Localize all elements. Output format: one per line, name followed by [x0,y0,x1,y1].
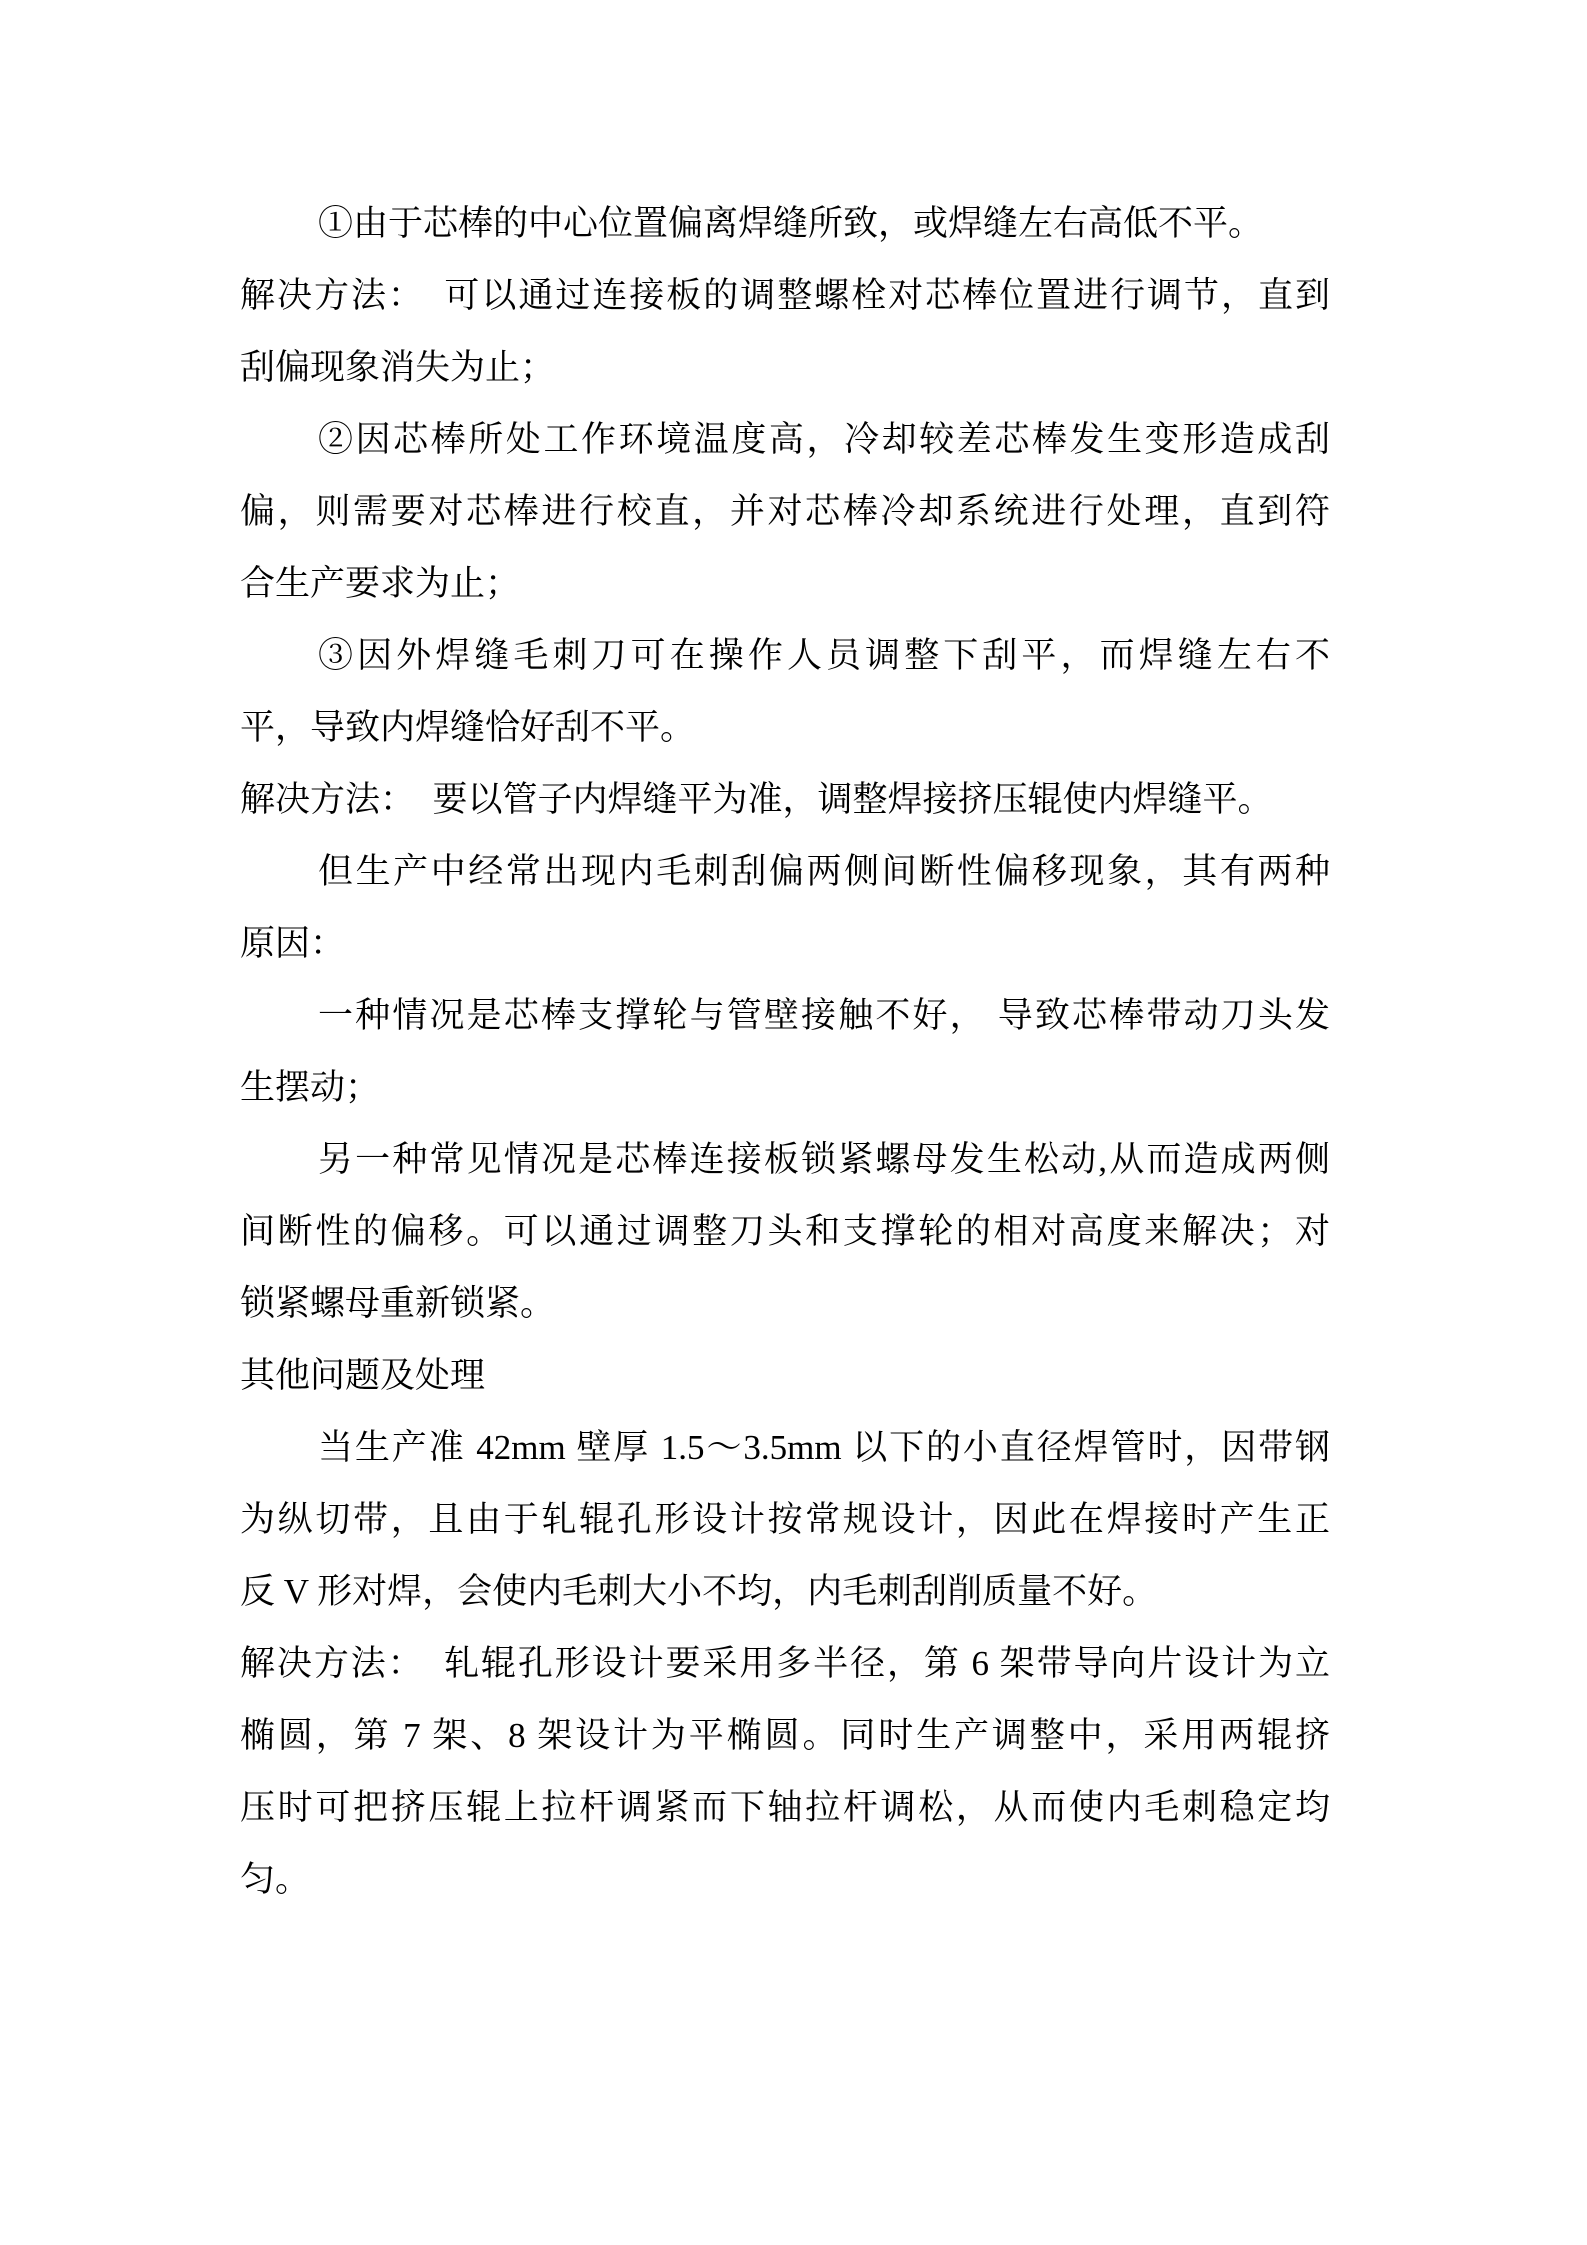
text-line: 间断性的偏移。可以通过调整刀头和支撑轮的相对高度来解决；对 [240,1212,1330,1251]
text-line: 锁紧螺母重新锁紧。 [240,1284,556,1323]
text-line: 另一种常见情况是芯棒连接板锁紧螺母发生松动,从而造成两侧 [318,1140,1330,1179]
text-line: 但生产中经常出现内毛刺刮偏两侧间断性偏移现象，其有两种 [318,852,1330,891]
text-line: 当生产准 42mm 壁厚 1.5～3.5mm 以下的小直径焊管时，因带钢 [318,1428,1330,1467]
text-line: 解决方法： 要以管子内焊缝平为准，调整焊接挤压辊使内焊缝平。 [240,780,1273,819]
text-line: 合生产要求为止； [240,564,521,603]
text-line: 偏，则需要对芯棒进行校直，并对芯棒冷却系统进行处理，直到符 [240,492,1330,531]
text-line: 一种情况是芯棒支撑轮与管壁接触不好， 导致芯棒带动刀头发 [318,996,1330,1035]
text-line: 刮偏现象消失为止； [240,348,556,387]
text-line: 其他问题及处理 [240,1356,486,1395]
text-line: ②因芯棒所处工作环境温度高，冷却较差芯棒发生变形造成刮 [318,420,1330,459]
text-line: 平，导致内焊缝恰好刮不平。 [240,708,696,747]
text-line: 匀。 [240,1860,311,1899]
text-line: 生摆动； [240,1068,381,1107]
text-line: 解决方法： 可以通过连接板的调整螺栓对芯棒位置进行调节，直到 [240,276,1330,315]
text-line: 原因： [240,924,346,963]
text-line: 为纵切带，且由于轧辊孔形设计按常规设计，因此在焊接时产生正 [240,1500,1330,1539]
text-line: 压时可把挤压辊上拉杆调紧而下轴拉杆调松，从而使内毛刺稳定均 [240,1788,1330,1827]
document-text-block [240,188,1330,1916]
text-line: 椭圆，第 7 架、8 架设计为平椭圆。同时生产调整中，采用两辊挤 [240,1716,1330,1755]
text-line: ③因外焊缝毛刺刀可在操作人员调整下刮平，而焊缝左右不 [318,636,1330,675]
text-line: ①由于芯棒的中心位置偏离焊缝所致，或焊缝左右高低不平。 [318,204,1264,243]
text-line: 反 V 形对焊，会使内毛刺大小不均，内毛刺刮削质量不好。 [240,1572,1158,1611]
text-line: 解决方法： 轧辊孔形设计要采用多半径，第 6 架带导向片设计为立 [240,1644,1330,1683]
